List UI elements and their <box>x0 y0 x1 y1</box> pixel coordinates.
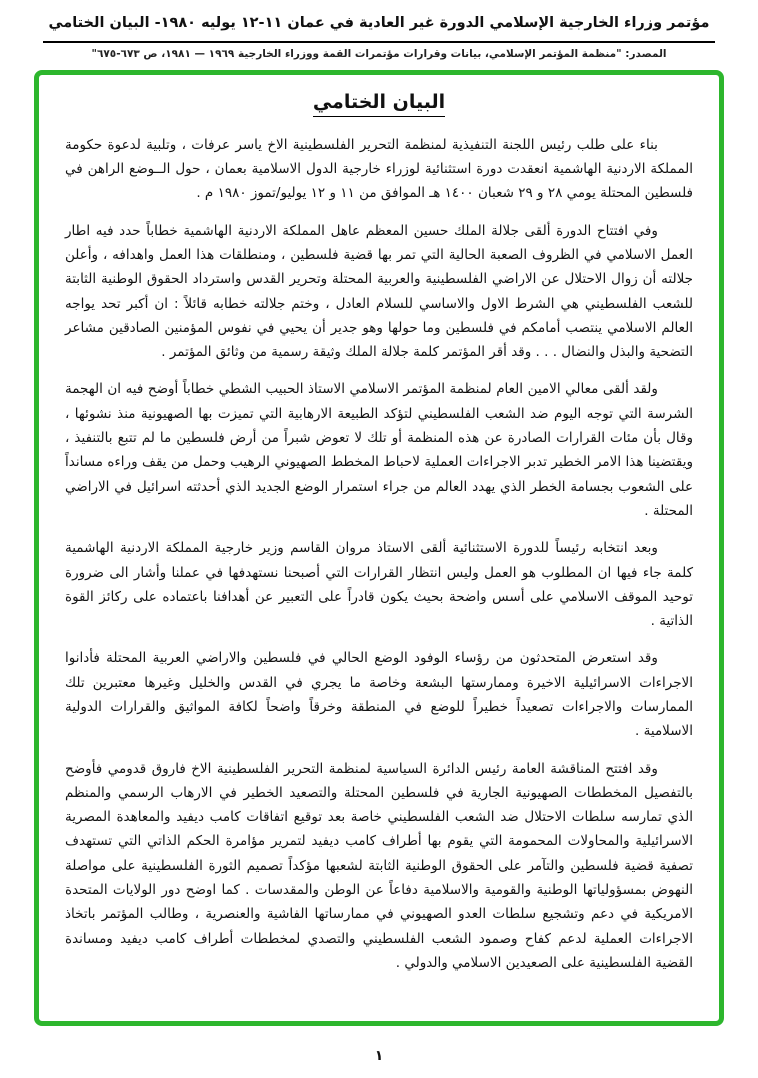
green-border-frame <box>34 70 724 1026</box>
page-number: ١ <box>374 1048 384 1064</box>
paragraph: ولقد ألقى معالي الامين العام لمنظمة المؤتمر الاسلامي الاستاذ الحبيب الشطي خطاباً أوضح فيه ان الهجمة الشرسة التي توجه اليوم ضد الشعب الفلسطيني لتؤكد الطبيعة الارهابية التي تميزت بها الصهيونية منذ نشوئها ، وقال بأن مئات القرارات الصادرة عن هذه المنظمة أو تلك لا تعوض شبراً من أرض فلسطين ما لم تتبع بالتنفيذ ، ويقتضينا هذا الامر الخطير تدبر الاجراءات العملية لاحباط المخطط الصهيوني الرهيب وحمل من يقف وراءه مسانداً على الشعوب بجسامة الخطر الذي يهدد العالم من جراء استمرار الوضع الجديد الذي أحدثته اسرائيل في الاراضي المحتلة . <box>65 381 693 519</box>
statement-title-text: البيان الختامي <box>313 91 445 117</box>
document-header-title: مؤتمر وزراء الخارجية الإسلامي الدورة غير العادية في عمان ١١-١٢ يوليه ١٩٨٠- البيان الختامي <box>43 13 716 43</box>
paragraph: وقد افتتح المناقشة العامة رئيس الدائرة السياسية لمنظمة التحرير الفلسطينية الاخ فاروق قدومي فأوضح بالتفصيل المخططات الصهيونية الجارية في فلسطين المحتلة والتصعيد الخطير في الارهاب الرسمي والمنظم الذي تمارسه سلطات الاحتلال ضد الشعب الفلسطيني خاصة بعد توقيع اتفاقات كامب ديفيد والمعاهدة المصرية الاسرائيلية والمحاولات المحمومة التي يقوم بها أطراف كامب ديفيد لتمرير مؤامرة الحكم الذاتي التي تستهدف تصفية قضية فلسطين والتآمر على الحقوق الوطنية الثابتة لشعبها مؤكداً تصميم الثورة الفلسطينية على مواصلة النهوض بمسؤولياتها الوطنية والقومية والاسلامية دفاعاً عن الوطن والمقدسات . كما اوضح دور الولايات المتحدة الامريكية في دعم وتشجيع سلطات العدو الصهيوني في ممارساتها الفاشية والعنصرية ، وطالب المؤتمر باتخاذ الاجراءات العملية لدعم كفاح وصمود الشعب الفلسطيني والتصدي لمخططات أطراف كامب ديفيد ومساندة القضية الفلسطينية على الصعيدين الاسلامي والدولي . <box>65 760 693 971</box>
paragraph: وقد استعرض المتحدثون من رؤساء الوفود الوضع الحالي في فلسطين والاراضي العربية المحتلة فأدانوا الاجراءات الاسرائيلية الاخيرة وممارستها البشعة وخاصة ما يجري في القدس والخليل وغيرها معتبرين تلك الممارسات والاجراءات تصعيداً خطيراً للوضع في المنطقة وخرقاً واضحاً لكافة المواثيق والقرارات الدولية الاسلامية . <box>65 650 693 740</box>
statement-title <box>65 91 693 117</box>
document-source-line: المصدر: "منظمة المؤتمر الإسلامي، بيانات وقرارات مؤتمرات القمة ووزراء الخارجية ١٩٦٩ — ١٩٨١، ص ٦٧٣-٦٧٥" <box>91 47 667 60</box>
paragraph: وبعد انتخابه رئيساً للدورة الاستثنائية ألقى الاستاذ مروان القاسم وزير خارجية المملكة الاردنية الهاشمية كلمة جاء فيها ان المطلوب هو العمل وليس انتظار القرارات التي أصبحنا نستهدفها في عملنا وأشار الى ضرورة توحيد الموقف الاسلامي على أسس واضحة بحيث يكون قادراً على التعبير عن أهدافنا باعتماده على ركائز القوة الذاتية . <box>65 540 693 630</box>
paragraph: بناء على طلب رئيس اللجنة التنفيذية لمنظمة التحرير الفلسطينية الاخ ياسر عرفات ، وتلبية لدعوة حكومة المملكة الاردنية الهاشمية انعقدت دورة استثنائية لوزراء خارجية الدول الاسلامية بعمان ، حول الــوضع الراهن في فلسطين المحتلة يومي ٢٨ و ٢٩ شعبان ١٤٠٠ هـ الموافق من ١١ و ١٢ يوليو/تموز ١٩٨٠ م . <box>65 136 693 202</box>
paragraph: وفي افتتاح الدورة ألقى جلالة الملك حسين المعظم عاهل المملكة الاردنية الهاشمية خطاباً حدد فيه اطار العمل الاسلامي في الظروف الصعبة الحالية التي تمر بها قضية فلسطين ، ومنطلقات هذا العمل واهدافه ، وأعلن جلالته أن زوال الاحتلال عن الاراضي الفلسطينية والعربية المحتلة وتحرير القدس واسترداد الحقوق الوطنية الثابتة للشعب الفلسطيني هي الشرط الاول والاساسي للسلام العادل ، وختم جلالته خطابه قائلاً : ان أكبر تحد يواجه العالم الاسلامي ينتصب أمامكم في فلسطين وما حولها وهو جدير أن يحيي في نفوس المؤمنين الصادقين مشاعر التضحية والبذل والنضال . . . وقد أقر المؤتمر كلمة جلالة الملك وثيقة رسمية من وثائق المؤتمر . <box>65 222 693 361</box>
document-header <box>18 12 740 60</box>
